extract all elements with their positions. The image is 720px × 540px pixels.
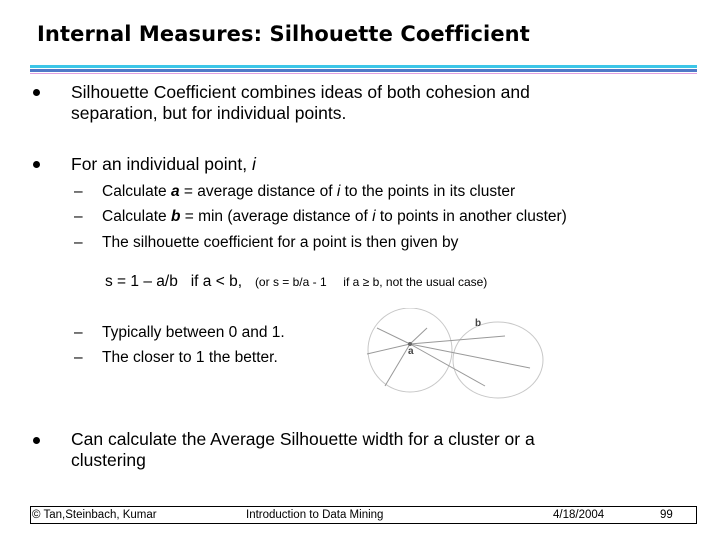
- subitem-calc-a: – Calculate a = average distance of i to the points in its cluster: [74, 183, 516, 200]
- variable-a: a: [170, 183, 180, 200]
- bullet-3: [71, 429, 535, 471]
- bullet-2-text: For an individual point,: [71, 154, 252, 174]
- bullet-dot: [33, 437, 40, 444]
- subitem-silhouette-def: – The silhouette coefficient for a point is then given by: [74, 234, 459, 251]
- page-number: 99: [660, 509, 673, 521]
- label-a: a: [408, 346, 414, 357]
- distance-lines: [367, 328, 530, 386]
- footer-date: 4/18/2004: [553, 509, 605, 521]
- bullet-1: [71, 82, 530, 124]
- footer-course: Introduction to Data Mining: [246, 509, 384, 521]
- bullet-3-line-1: Can calculate the Average Silhouette width for a cluster or a: [71, 429, 535, 449]
- bullet-dot: [33, 161, 40, 168]
- variable-i: i: [336, 183, 341, 200]
- other-cluster-circle: [453, 322, 543, 398]
- subitem-calc-b: – Calculate b = min (average distance of i to points in another cluster): [74, 208, 567, 225]
- slide-title: Internal Measures: Silhouette Coefficient: [37, 22, 530, 46]
- subitem-range: – Typically between 0 and 1.: [74, 324, 285, 341]
- silhouette-formula: [105, 273, 487, 291]
- footer-copyright: © Tan,Steinbach, Kumar: [32, 509, 157, 521]
- label-b: b: [475, 318, 482, 329]
- bullet-2: [71, 154, 256, 175]
- variable-b: b: [170, 208, 181, 225]
- subitem-closer: – The closer to 1 the better.: [74, 349, 278, 366]
- variable-i: i: [372, 208, 376, 225]
- silhouette-diagram: [355, 308, 545, 408]
- formula-main: s = 1 – a/b if a < b,: [105, 273, 243, 290]
- bullet-1-line-2: separation, but for individual points.: [71, 103, 347, 123]
- bullet-dot: [33, 89, 40, 96]
- bullet-1-line-1: Silhouette Coefficient combines ideas of both cohesion and: [71, 82, 530, 102]
- formula-note: (or s = b/a - 1 if a ≥ b, not the usual case): [254, 275, 488, 289]
- title-rule-top: [30, 65, 697, 68]
- bullet-3-line-2: clustering: [71, 450, 146, 470]
- title-rule-bottom: [30, 73, 697, 74]
- title-rule-middle: [30, 69, 697, 72]
- variable-i: i: [251, 154, 256, 174]
